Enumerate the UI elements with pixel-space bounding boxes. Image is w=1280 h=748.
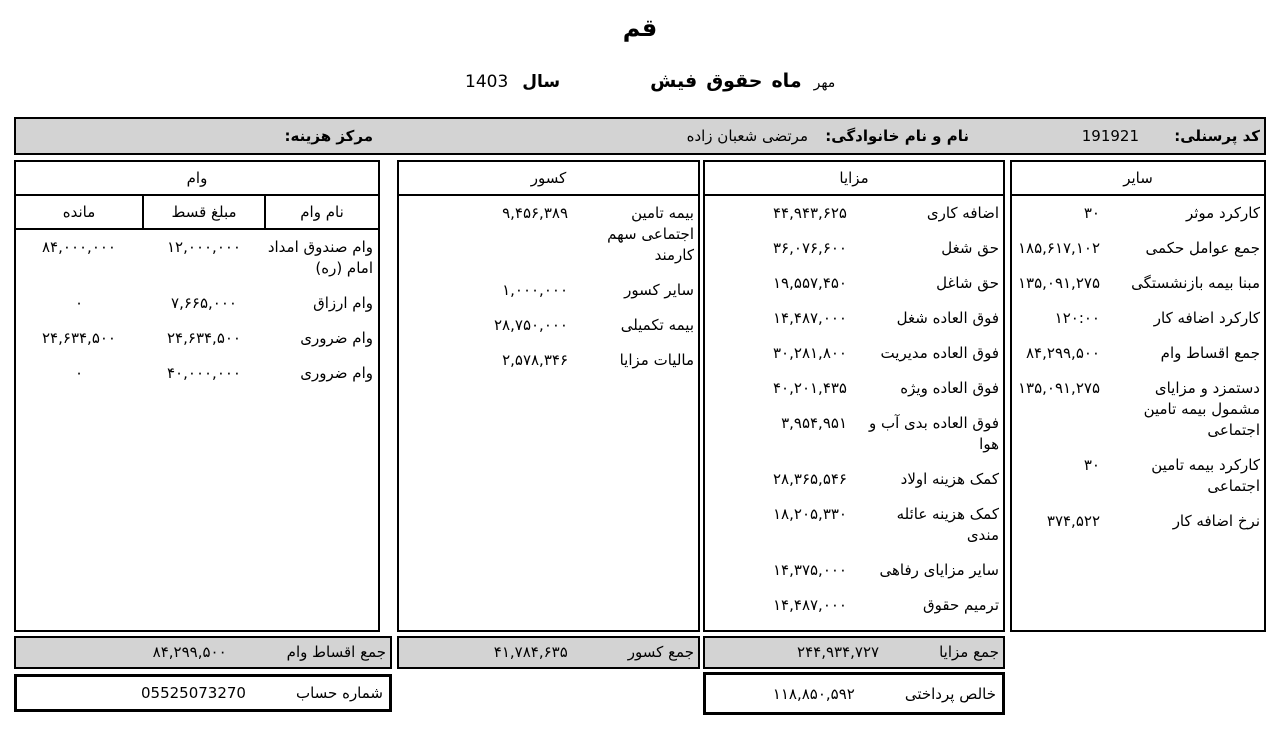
benefit-value: ۳۰,۲۸۱,۸۰۰ <box>773 344 847 362</box>
deduction-row <box>399 308 698 343</box>
benefit-label: کمک هزینه عائله مندی <box>896 505 999 544</box>
deduction-row <box>399 273 698 308</box>
loan-balance: ۸۴,۰۰۰,۰۰۰ <box>42 238 116 256</box>
payslip-title-word: فیش <box>650 70 698 92</box>
other-row <box>1012 336 1264 371</box>
benefit-label: فوق العاده شغل <box>896 309 999 327</box>
personnel-code-value: 191921 <box>1081 127 1139 145</box>
other-row <box>1012 266 1264 301</box>
full-name-label: نام و نام خانوادگی: <box>825 127 969 145</box>
net-pay-box <box>703 672 1005 715</box>
benefit-value: ۱۴,۴۸۷,۰۰۰ <box>773 596 847 614</box>
loan-balance-header: مانده <box>62 203 96 221</box>
other-value: ۱۲۰:۰۰ <box>1054 309 1100 327</box>
benefit-row <box>705 553 1003 588</box>
other-value: ۳۷۴,۵۲۲ <box>1046 512 1100 530</box>
deduction-row <box>399 196 698 273</box>
loan-balance: ۰ <box>74 364 84 382</box>
full-name-value: مرتضی شعبان زاده <box>686 127 808 145</box>
other-value: ۸۴,۲۹۹,۵۰۰ <box>1026 344 1100 362</box>
benefits-total-value: ۲۴۴,۹۳۴,۷۲۷ <box>797 643 880 661</box>
benefits-panel <box>703 160 1005 632</box>
loan-name-header: نام وام <box>300 203 344 221</box>
other-rows <box>1012 196 1264 539</box>
benefit-row <box>705 588 1003 623</box>
account-number-label: شماره حساب <box>295 684 383 702</box>
loans-total-value: ۸۴,۲۹۹,۵۰۰ <box>152 643 227 661</box>
benefit-row <box>705 497 1003 553</box>
benefit-label: اضافه کاری <box>926 204 999 222</box>
loan-balance: ۲۴,۶۳۴,۵۰۰ <box>42 329 116 347</box>
year-label: سال <box>522 72 561 92</box>
deductions-rows <box>399 196 698 378</box>
subtitle <box>465 70 835 92</box>
loans-panel-title: وام <box>16 162 378 196</box>
benefit-label: ترمیم حقوق <box>922 596 999 614</box>
other-value: ۱۳۵,۰۹۱,۲۷۵ <box>1017 379 1100 397</box>
loan-name: وام صندوق امداد امام (ره) <box>267 238 373 277</box>
employee-header-strip <box>14 117 1266 155</box>
other-label: کارکرد موثر <box>1185 204 1260 222</box>
benefits-total-box <box>703 636 1005 669</box>
deduction-value: ۹,۴۵۶,۳۸۹ <box>502 204 568 222</box>
loan-installment: ۱۲,۰۰۰,۰۰۰ <box>167 238 241 256</box>
benefit-row <box>705 371 1003 406</box>
other-label: دستمزد و مزایای مشمول بیمه تامین اجتماعی <box>1143 379 1260 439</box>
other-label: جمع عوامل حکمی <box>1145 239 1260 257</box>
loan-row <box>16 286 378 321</box>
other-value: ۱۸۵,۶۱۷,۱۰۲ <box>1017 239 1100 257</box>
page-title: قم <box>622 14 658 42</box>
deduction-value: ۲,۵۷۸,۳۴۶ <box>502 351 568 369</box>
payslip-title-word: حقوق <box>706 70 763 92</box>
benefit-value: ۴۴,۹۴۳,۶۲۵ <box>773 204 847 222</box>
deduction-row <box>399 343 698 378</box>
benefit-value: ۳,۹۵۴,۹۵۱ <box>781 414 847 432</box>
benefit-value: ۱۴,۴۸۷,۰۰۰ <box>773 309 847 327</box>
other-panel-title: سایر <box>1012 162 1264 196</box>
other-row <box>1012 196 1264 231</box>
loan-installment: ۷,۶۶۵,۰۰۰ <box>171 294 237 312</box>
benefit-label: فوق العاده بدی آب و هوا <box>868 414 999 453</box>
other-row <box>1012 371 1264 448</box>
benefit-value: ۳۶,۰۷۶,۶۰۰ <box>773 239 847 257</box>
year-value: 1403 <box>465 72 509 92</box>
benefit-value: ۱۸,۲۰۵,۳۳۰ <box>773 505 847 523</box>
loan-installment: ۴۰,۰۰۰,۰۰۰ <box>167 364 241 382</box>
deductions-total-box <box>397 636 700 669</box>
deductions-total-value: ۴۱,۷۸۴,۶۳۵ <box>493 643 568 661</box>
benefit-row <box>705 301 1003 336</box>
benefit-label: حق شغل <box>941 239 999 257</box>
benefit-row <box>705 196 1003 231</box>
loans-total-label: جمع اقساط وام <box>286 643 386 661</box>
loans-panel <box>14 160 380 632</box>
benefit-row <box>705 231 1003 266</box>
benefits-total-label: جمع مزایا <box>939 643 999 661</box>
payslip-title-word: ماه <box>771 70 802 92</box>
loans-column-headers <box>16 196 378 230</box>
deduction-label: مالیات مزایا <box>619 351 694 369</box>
account-number-value: 05525073270 <box>140 684 246 702</box>
benefit-value: ۲۸,۳۶۵,۵۴۶ <box>773 470 847 488</box>
benefit-label: فوق العاده ویژه <box>900 379 999 397</box>
deduction-label: بیمه تامین اجتماعی سهم کارمند <box>607 204 694 264</box>
deduction-value: ۲۸,۷۵۰,۰۰۰ <box>494 316 568 334</box>
other-row <box>1012 504 1264 539</box>
loans-total-box <box>14 636 392 669</box>
loan-name: وام ضروری <box>300 329 373 347</box>
loan-row <box>16 321 378 356</box>
other-panel <box>1010 160 1266 632</box>
loan-row <box>16 356 378 391</box>
deduction-label: سایر کسور <box>624 281 694 299</box>
benefit-label: کمک هزینه اولاد <box>900 470 999 488</box>
other-label: مبنا بیمه بازنشستگی <box>1131 274 1260 292</box>
benefit-label: فوق العاده مدیریت <box>880 344 999 362</box>
deduction-label: بیمه تکمیلی <box>620 316 694 334</box>
loan-installment: ۲۴,۶۳۴,۵۰۰ <box>167 329 241 347</box>
benefits-rows <box>705 196 1003 623</box>
other-value: ۳۰ <box>1083 456 1100 474</box>
deductions-panel <box>397 160 700 632</box>
loan-installment-header: مبلغ قسط <box>142 196 266 228</box>
benefit-label: سایر مزایای رفاهی <box>879 561 999 579</box>
loan-name: وام ارزاق <box>313 294 373 312</box>
other-label: جمع اقساط وام <box>1160 344 1260 362</box>
other-row <box>1012 301 1264 336</box>
other-row <box>1012 231 1264 266</box>
other-value: ۳۰ <box>1083 204 1100 222</box>
benefit-label: حق شاغل <box>936 274 999 292</box>
net-pay-label: خالص پرداختی <box>904 684 996 703</box>
loan-balance: ۰ <box>74 294 84 312</box>
deduction-value: ۱,۰۰۰,۰۰۰ <box>502 281 568 299</box>
net-pay-value: ۱۱۸,۸۵۰,۵۹۲ <box>772 684 855 703</box>
other-label: نرخ اضافه کار <box>1172 512 1260 530</box>
deductions-panel-title: کسور <box>399 162 698 196</box>
loan-row <box>16 230 378 286</box>
personnel-code-label: کد پرسنلی: <box>1174 127 1260 145</box>
benefit-row <box>705 336 1003 371</box>
benefit-value: ۱۴,۳۷۵,۰۰۰ <box>773 561 847 579</box>
other-label: کارکرد بیمه تامین اجتماعی <box>1151 456 1260 495</box>
cost-center-label: مرکز هزینه: <box>284 127 373 145</box>
benefit-row <box>705 406 1003 462</box>
deductions-total-label: جمع کسور <box>627 643 694 661</box>
loan-name: وام ضروری <box>300 364 373 382</box>
benefit-value: ۱۹,۵۵۷,۴۵۰ <box>773 274 847 292</box>
account-number-box <box>14 674 392 712</box>
other-row <box>1012 448 1264 504</box>
other-label: کارکرد اضافه کار <box>1153 309 1260 327</box>
benefit-row <box>705 266 1003 301</box>
loans-rows <box>16 230 378 391</box>
benefit-row <box>705 462 1003 497</box>
other-value: ۱۳۵,۰۹۱,۲۷۵ <box>1017 274 1100 292</box>
benefits-panel-title: مزایا <box>705 162 1003 196</box>
month-value: مهر <box>813 75 836 91</box>
benefit-value: ۴۰,۲۰۱,۴۳۵ <box>773 379 847 397</box>
